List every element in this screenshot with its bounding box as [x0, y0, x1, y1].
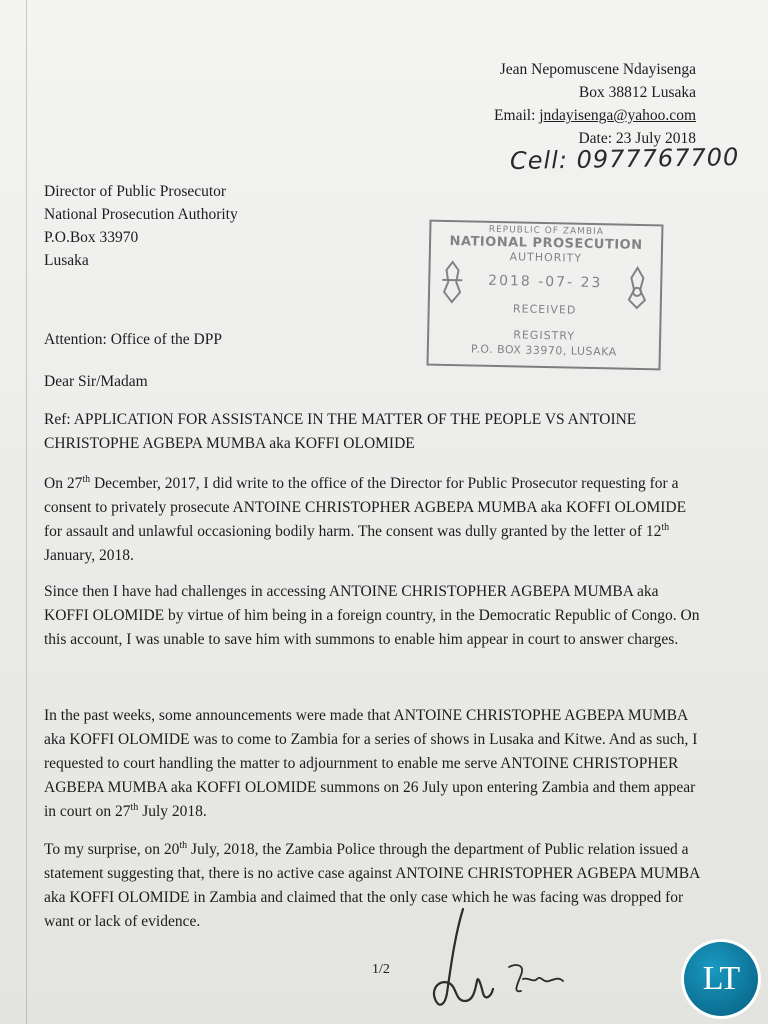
p2-text: Since then I have had challenges in accessing ANTOINE CHRISTOPHER AGBEPA MUMBA aka KOFFI OLOMIDE by virtue of him being in a foreign country, in the Democratic Republic of Congo. On this account, I was unable to save him with summons to enable him appear in court to answer charges.: [44, 583, 700, 648]
p4-text-a: To my surprise, on 20: [44, 841, 180, 858]
lt-logo: LT: [684, 942, 758, 1016]
p1-text-a: On 27: [44, 475, 83, 492]
recipient-address-block: [44, 180, 238, 272]
p1-text-b: December, 2017, I did write to the office of the Director for Public Prosecutor requesting for a consent to privately prosecute ANTOINE CHRISTOPHER AGBEPA MUMBA aka KOFFI OLOMIDE for assault and unlawful occasioning bodily harm. The consent was dully granted by the letter of 12: [44, 475, 687, 540]
stamp-republic: REPUBLIC OF ZAMBIA: [488, 224, 604, 238]
recipient-line-3: P.O.Box 33970: [44, 229, 139, 246]
page-edge-line: [26, 0, 27, 1024]
stamp-address: P.O. BOX 33970, LUSAKA: [470, 342, 617, 359]
p3-sup: th: [130, 801, 139, 813]
p4-sup: th: [179, 839, 188, 851]
letter-date: Date: 23 July 2018: [578, 130, 696, 147]
stamp-authority-name: NATIONAL PROSECUTION: [449, 233, 643, 254]
email-address: jndayisenga@yahoo.com: [539, 107, 696, 124]
paragraph-3: [44, 704, 704, 824]
reference-line: Ref: APPLICATION FOR ASSISTANCE IN THE MATTER OF THE PEOPLE VS ANTOINE CHRISTOPHE AGBEPA MUMBA aka KOFFI OLOMIDE: [44, 411, 637, 452]
stamp-date: 2018 -07- 23: [487, 272, 603, 292]
p3-text-a: In the past weeks, some announcements were made that ANTOINE CHRISTOPHE AGBEPA MUMBA aka KOFFI OLOMIDE was to come to Zambia for a series of shows in Lusaka and Kitwe. And as such, I requested to court handling the matter to adjournment to enable me serve ANTOINE CHRISTOPHER AGBEPA MUMBA aka KOFFI OLOMIDE summons on 26 July upon entering Zambia and them appear in court on 27: [44, 707, 698, 820]
paragraph-1: [44, 472, 704, 568]
p1-sup-1: th: [82, 473, 91, 485]
sender-email-line: [494, 104, 696, 127]
recipient-line-1: Director of Public Prosecutor: [44, 183, 227, 200]
handwritten-cell-number: Cell: 0977767700: [509, 143, 740, 175]
salutation: Dear Sir/Madam: [44, 373, 148, 390]
sender-address-block: [494, 58, 696, 150]
recipient-line-4: Lusaka: [44, 252, 89, 269]
stamp-authority: AUTHORITY: [509, 250, 583, 265]
coat-of-arms-icon: [438, 260, 467, 305]
p1-text-c: January, 2018.: [44, 547, 134, 564]
sender-name: Jean Nepomuscene Ndayisenga: [499, 61, 696, 78]
p1-sup-2: th: [661, 521, 670, 533]
p3-text-b: July 2018.: [138, 803, 207, 820]
attention-line: Attention: Office of the DPP: [44, 331, 222, 348]
coat-of-arms-icon: [624, 266, 651, 311]
stamp-registry: REGISTRY: [513, 328, 576, 343]
stamp-received: RECEIVED: [512, 302, 577, 317]
email-label: Email:: [494, 107, 536, 124]
signature: [425, 905, 595, 1015]
p4-text-b: July, 2018, the Zambia Police through the department of Public relation issued a statement suggesting that, there is no active case against ANTOINE CHRISTOPHER AGBEPA MUMBA aka KOFFI OLOMIDE in Zambia and claimed that the only case which he was facing was dropped for want or lack of evidence.: [44, 841, 700, 930]
paragraph-2: [44, 580, 704, 652]
recipient-line-2: National Prosecution Authority: [44, 206, 238, 223]
paragraph-4: [44, 838, 704, 934]
sender-box: Box 38812 Lusaka: [578, 84, 696, 101]
page-number: 1/2: [372, 962, 390, 977]
